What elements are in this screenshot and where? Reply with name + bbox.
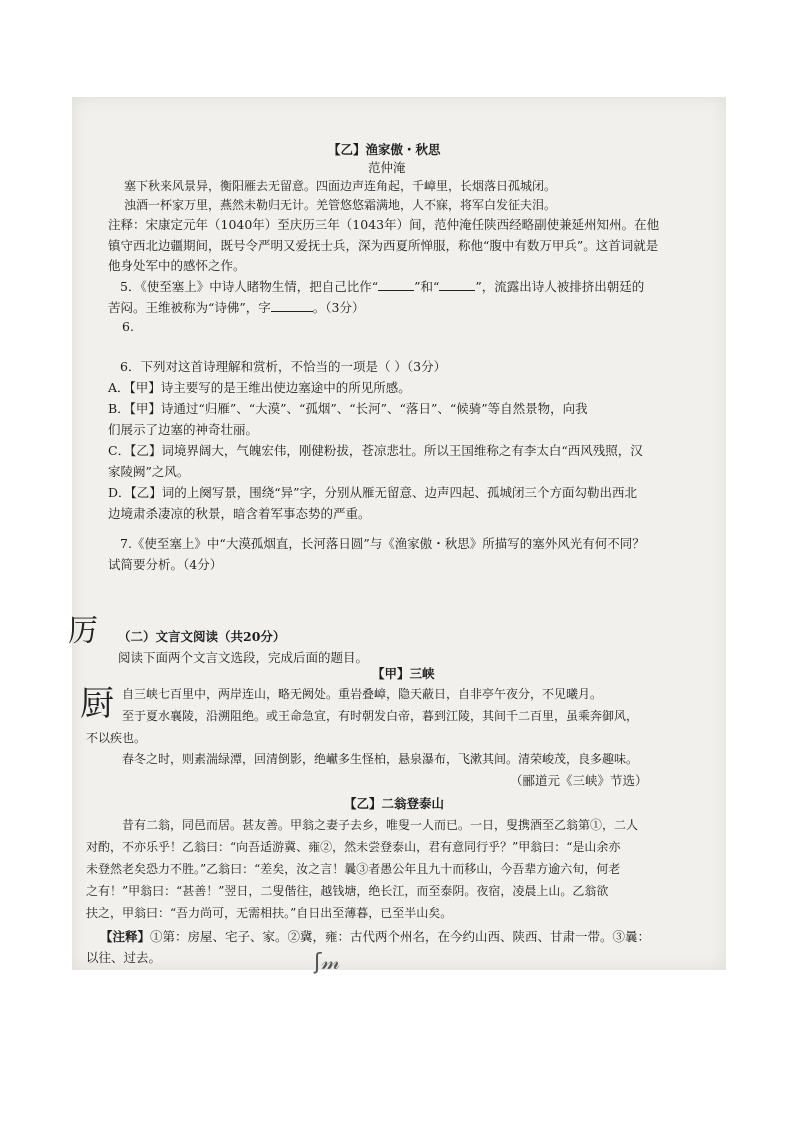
- pen-scribble: ʃ𝓂: [314, 950, 341, 975]
- question-6-option-b-line-2: 们展示了边塞的神奇壮丽。: [108, 422, 259, 437]
- question-7-line-2: 试简要分析。（4分）: [108, 557, 223, 572]
- question-5-score: 。（3分）: [312, 300, 365, 315]
- text-jia-title: 【甲】三峡: [372, 666, 435, 681]
- text-yi-note-content: ①第：房屋、宅子、家。②冀，雍：古代两个州名，在今约山西、陕西、甘肃一带。③曩：: [150, 929, 651, 944]
- question-6-option-c-line-1: C．【乙】词境界阔大，气魄宏伟，刚健粉拔，苍凉悲壮。所以王国维称之有李太白“西风残照，汉: [108, 443, 643, 458]
- question-6-option-b-line-1: B．【甲】诗通过“归雁”、“大漠”、“孤烟”、“长河”、“落日”、“候骑”等自然景物，向我: [108, 401, 588, 416]
- question-6-option-a: A．【甲】诗主要写的是王维出使边塞途中的所见所感。: [108, 380, 411, 395]
- text-yi-line-2: 对酌，不亦乐乎！乙翁曰：“向吾适游冀、雍②，然未尝登泰山，君有意同行乎？”甲翁曰：“是山余亦: [86, 840, 621, 854]
- text-jia-paragraph-2-line-1: 至于夏水襄陵，沿溯阻绝。或王命急宣，有时朝发白帝，暮到江陵，其间千二百里，虽乘奔御风，: [122, 709, 639, 723]
- section-2-title: （二）文言文阅读（共20分）: [118, 629, 286, 644]
- question-6-blank-label: 6.: [122, 319, 134, 334]
- text-jia-source: （郦道元《三峡》节选）: [510, 773, 648, 788]
- question-5-text-b: ”和“: [414, 279, 440, 294]
- text-jia-paragraph-2-line-2: 不以疾也。: [86, 731, 147, 745]
- question-6-option-c-line-2: 家陵阙”之风。: [108, 464, 190, 479]
- answer-blank-3[interactable]: [271, 300, 313, 312]
- handwritten-mark-2: 厨: [80, 684, 114, 724]
- poem-yi-line-1: 塞下秋来风景异，衡阳雁去无留意。四面边声连角起，千嶂里，长烟落日孤城闭。: [124, 179, 557, 193]
- question-5-text-c: ”，流露出诗人被排挤出朝廷的: [475, 279, 645, 294]
- poem-yi-note-line-1: 注释：宋康定元年（1040年）至庆历三年（1043年）间，范仲淹任陕西经略副使兼延州知州。在他: [108, 217, 660, 232]
- text-yi-note-line-2: 以往、过去。: [86, 950, 162, 965]
- text-jia-paragraph-3: 春冬之时，则素湍绿潭，回清倒影，绝𪩘多生怪柏，悬泉瀑布，飞漱其间。清荣峻茂，良多趣味。: [122, 752, 639, 766]
- question-6-option-d-line-2: 边境肃杀凄凉的秋景，暗含着军事态势的严重。: [108, 506, 371, 521]
- poem-yi-author: 范仲淹: [368, 160, 406, 175]
- question-6-option-d-line-1: D．【乙】词的上阕写景，围绕“异”字，分别从雁无留意、边声四起、孤城闭三个方面勾勒出西北: [108, 485, 638, 500]
- question-5-text-d: 苦闷。王维被称为“诗佛”，字: [108, 300, 271, 315]
- text-yi-note-line-1: [100, 927, 650, 945]
- poem-yi-title: 【乙】渔家傲・秋思: [328, 142, 441, 157]
- poem-yi-note-line-2: 镇守西北边疆期间，既号令严明又爱抚士兵，深为西夏所惮服，称他“腹中有数万甲兵”。这首词就是: [108, 238, 659, 253]
- text-yi-line-5: 扶之，甲翁曰：“吾力尚可，无需相扶。”自日出至薄暮，已至半山矣。: [86, 906, 453, 920]
- text-yi-line-3: 未登然老矣恐力不胜。”乙翁曰：“差矣，汝之言！曩③者愚公年且九十而移山，今吾辈方逾六旬，何老: [86, 862, 621, 876]
- text-jia-paragraph-1: 自三峡七百里中，两岸连山，略无阙处。重岩叠嶂，隐天蔽日，自非亭午夜分，不见曦月。: [122, 687, 603, 701]
- text-yi-line-4: 之有！”甲翁曰：“甚善！”翌日，二叟偕往，越钱塘，绝长江，而至泰阴。夜宿，凌晨上山。乙翁欲: [86, 884, 609, 898]
- question-5-line-1: [120, 277, 644, 295]
- poem-yi-note-line-3: 他身处军中的感怀之作。: [108, 258, 246, 273]
- answer-blank-2[interactable]: [439, 279, 475, 291]
- handwritten-mark-1: 厉: [68, 614, 98, 649]
- section-2-instruction: 阅读下面两个文言文选段，完成后面的题目。: [118, 650, 369, 665]
- question-5-line-2: [108, 298, 365, 316]
- question-7-line-1: 7.《使至塞上》中“大漠孤烟直，长河落日圆”与《渔家傲・秋思》所描写的塞外风光有何不同？: [120, 536, 645, 551]
- poem-yi-line-2: 浊酒一杯家万里，燕然未勒归无计。羌管悠悠霜满地，人不寐，将军白发征夫泪。: [124, 198, 557, 212]
- text-yi-title: 【乙】二翁登泰山: [344, 796, 445, 811]
- text-yi-note-label: 【注释】: [100, 929, 151, 944]
- question-5-text-a: 5．《使至塞上》中诗人睹物生情，把自己比作“: [120, 279, 379, 294]
- text-yi-line-1: 昔有二翁，同邑而居。甚友善。甲翁之妻子去乡，唯叟一人而已。一日，叟携酒至乙翁第①，二人: [122, 818, 639, 832]
- question-6-stem: 6．下列对这首诗理解和赏析，不恰当的一项是（ ）（3分）: [120, 359, 447, 374]
- answer-blank-1[interactable]: [378, 279, 414, 291]
